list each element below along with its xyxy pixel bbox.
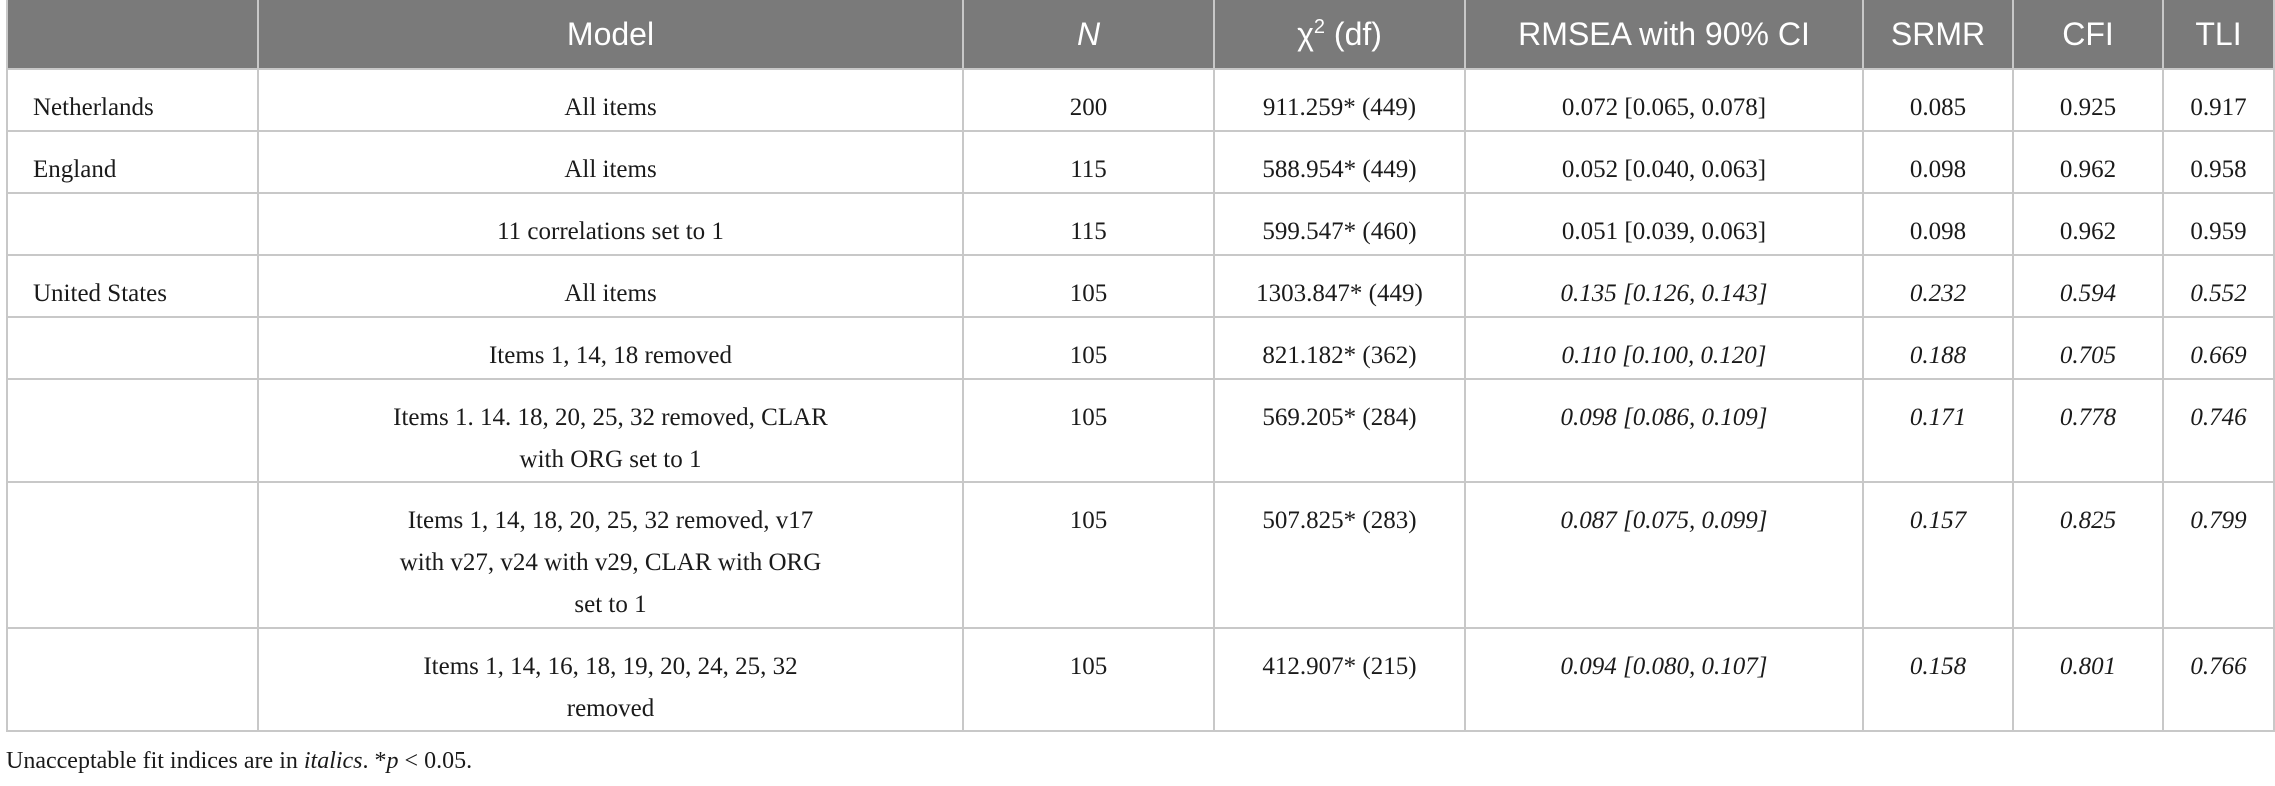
cell-n: 105 <box>963 317 1214 379</box>
cell-model <box>258 482 963 628</box>
header-cfi: CFI <box>2013 1 2163 70</box>
table-row <box>7 255 2274 317</box>
cell-n: 105 <box>963 255 1214 317</box>
cell-tli: 0.746 <box>2163 379 2274 482</box>
cell-chi: 507.825* (283) <box>1214 482 1465 628</box>
cell-model <box>258 628 963 731</box>
cell-country <box>7 193 258 255</box>
header-srmr: SRMR <box>1863 1 2013 70</box>
model-line: with ORG set to 1 <box>519 446 702 473</box>
cell-n: 200 <box>963 69 1214 131</box>
cell-n: 105 <box>963 379 1214 482</box>
cell-srmr: 0.098 <box>1863 193 2013 255</box>
cell-cfi: 0.962 <box>2013 193 2163 255</box>
table-row <box>7 482 2274 628</box>
results-wrap <box>6 0 2247 732</box>
results-table <box>6 0 2275 732</box>
cell-country <box>7 482 258 628</box>
cell-rmsea: 0.094 [0.080, 0.107] <box>1465 628 1863 731</box>
note-text-3: < 0.05. <box>398 748 473 774</box>
cell-chi: 599.547* (460) <box>1214 193 1465 255</box>
model-line: Items 1, 14, 18, 20, 25, 32 removed, v17 <box>407 507 814 534</box>
cell-n: 105 <box>963 628 1214 731</box>
cell-rmsea: 0.098 [0.086, 0.109] <box>1465 379 1863 482</box>
cell-cfi: 0.825 <box>2013 482 2163 628</box>
cell-chi: 569.205* (284) <box>1214 379 1465 482</box>
cell-country: United States <box>7 255 258 317</box>
model-line: Items 1. 14. 18, 20, 25, 32 removed, CLAR <box>393 404 828 431</box>
cell-cfi: 0.962 <box>2013 131 2163 193</box>
cell-rmsea: 0.087 [0.075, 0.099] <box>1465 482 1863 628</box>
cell-srmr: 0.171 <box>1863 379 2013 482</box>
cell-chi: 588.954* (449) <box>1214 131 1465 193</box>
cell-tli: 0.552 <box>2163 255 2274 317</box>
cell-cfi: 0.801 <box>2013 628 2163 731</box>
cell-srmr: 0.085 <box>1863 69 2013 131</box>
cell-country <box>7 379 258 482</box>
cell-cfi: 0.705 <box>2013 317 2163 379</box>
table-row <box>7 193 2274 255</box>
cell-n: 115 <box>963 131 1214 193</box>
cell-cfi: 0.778 <box>2013 379 2163 482</box>
table-row <box>7 379 2274 482</box>
cell-cfi: 0.925 <box>2013 69 2163 131</box>
cell-chi: 911.259* (449) <box>1214 69 1465 131</box>
model-line: removed <box>566 695 655 722</box>
cell-cfi: 0.594 <box>2013 255 2163 317</box>
header-tli: TLI <box>2163 1 2274 70</box>
cell-model: 11 correlations set to 1 <box>258 193 963 255</box>
note-text-2: . * <box>362 748 387 774</box>
cell-srmr: 0.157 <box>1863 482 2013 628</box>
header-row <box>7 1 2274 70</box>
cell-chi: 1303.847* (449) <box>1214 255 1465 317</box>
table-row <box>7 317 2274 379</box>
cell-srmr: 0.158 <box>1863 628 2013 731</box>
table-footnote <box>6 748 472 775</box>
cell-model <box>258 379 963 482</box>
header-model: Model <box>258 1 963 70</box>
cell-tli: 0.959 <box>2163 193 2274 255</box>
chi-df-label: (df) <box>1325 16 1382 52</box>
cell-tli: 0.917 <box>2163 69 2274 131</box>
cell-srmr: 0.098 <box>1863 131 2013 193</box>
cell-country: Netherlands <box>7 69 258 131</box>
table-row <box>7 69 2274 131</box>
model-line: with v27, v24 with v29, CLAR with ORG <box>399 549 822 576</box>
cell-tli: 0.669 <box>2163 317 2274 379</box>
cell-country <box>7 628 258 731</box>
header-n: N <box>963 1 1214 70</box>
cell-n: 115 <box>963 193 1214 255</box>
cell-rmsea: 0.110 [0.100, 0.120] <box>1465 317 1863 379</box>
cell-rmsea: 0.135 [0.126, 0.143] <box>1465 255 1863 317</box>
cell-n: 105 <box>963 482 1214 628</box>
cell-tli: 0.766 <box>2163 628 2274 731</box>
header-rmsea: RMSEA with 90% CI <box>1465 1 1863 70</box>
header-country <box>7 1 258 70</box>
cell-model: Items 1, 14, 18 removed <box>258 317 963 379</box>
cell-srmr: 0.232 <box>1863 255 2013 317</box>
cell-srmr: 0.188 <box>1863 317 2013 379</box>
cell-model: All items <box>258 131 963 193</box>
note-p: p <box>386 748 399 774</box>
cell-rmsea: 0.072 [0.065, 0.078] <box>1465 69 1863 131</box>
cell-rmsea: 0.052 [0.040, 0.063] <box>1465 131 1863 193</box>
note-italic: italics <box>303 748 363 774</box>
table-row <box>7 131 2274 193</box>
chi-symbol: χ <box>1297 16 1314 52</box>
cell-tli: 0.958 <box>2163 131 2274 193</box>
chi-superscript: 2 <box>1313 16 1326 38</box>
table-row <box>7 628 2274 731</box>
model-line: set to 1 <box>574 591 647 618</box>
cell-model: All items <box>258 69 963 131</box>
cell-tli: 0.799 <box>2163 482 2274 628</box>
cell-rmsea: 0.051 [0.039, 0.063] <box>1465 193 1863 255</box>
note-text-1: Unacceptable fit indices are in <box>6 748 304 774</box>
cell-model: All items <box>258 255 963 317</box>
cell-country: England <box>7 131 258 193</box>
cell-chi: 821.182* (362) <box>1214 317 1465 379</box>
cell-chi: 412.907* (215) <box>1214 628 1465 731</box>
cell-country <box>7 317 258 379</box>
header-chi-square <box>1214 1 1465 70</box>
model-line: Items 1, 14, 16, 18, 19, 20, 24, 25, 32 <box>423 653 798 680</box>
